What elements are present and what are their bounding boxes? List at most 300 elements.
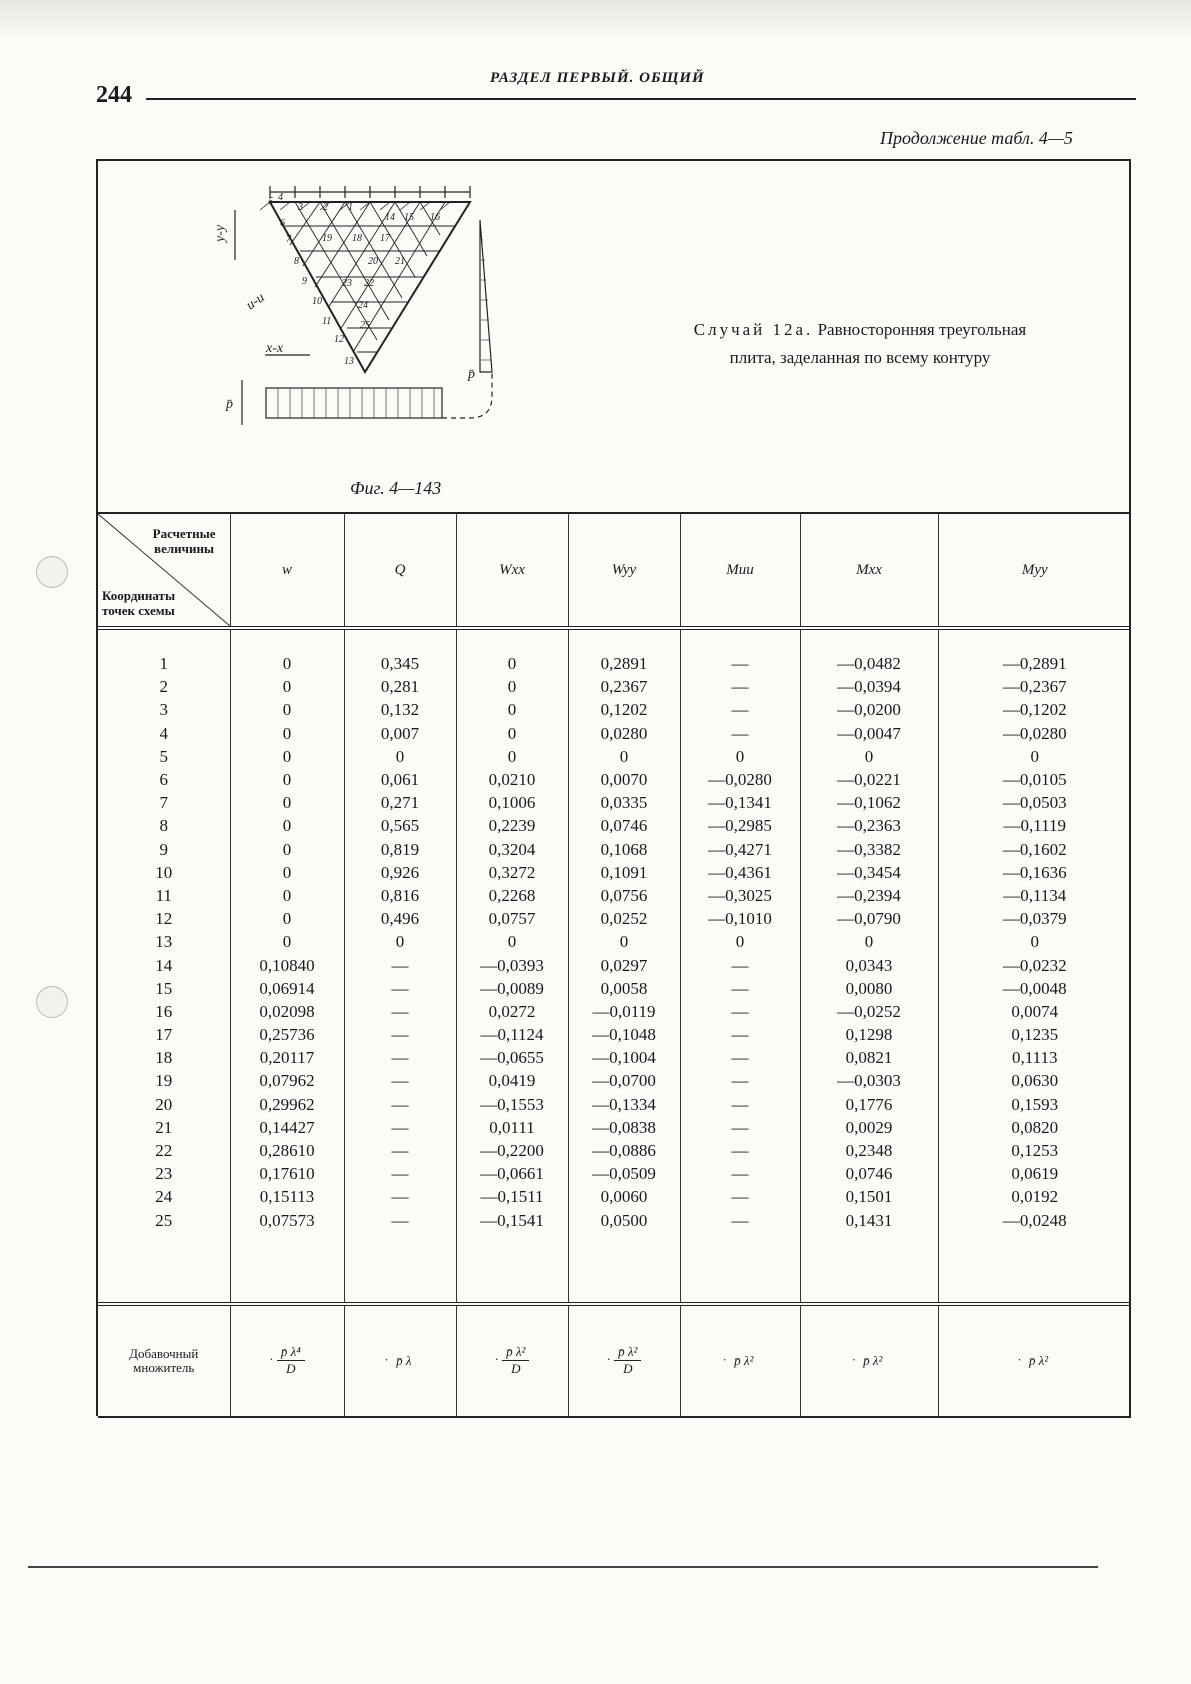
value-cell: 0 xyxy=(568,745,680,768)
value-cell: 0,02098 xyxy=(230,1000,344,1023)
multiplier-dot: · xyxy=(269,1351,277,1367)
point-number-cell: 18 xyxy=(155,1048,173,1068)
value-cell: — xyxy=(680,1139,800,1162)
grid-point-label: 21 xyxy=(395,256,405,267)
value-cell: 0,1091 xyxy=(568,861,680,884)
point-number-cell: 24 xyxy=(155,1187,173,1207)
value-cell: 0,0419 xyxy=(456,1069,568,1092)
value-cell: — xyxy=(680,698,800,721)
spacer-cell xyxy=(344,1232,456,1304)
value-cell: 0,2239 xyxy=(456,814,568,837)
value-cell: 0 xyxy=(230,791,344,814)
value-cell: 0,0272 xyxy=(456,1000,568,1023)
value-cell: —0,1048 xyxy=(568,1023,680,1046)
grid-point-label: 4 xyxy=(278,192,283,203)
multiplier-expression xyxy=(502,1344,529,1377)
grid-point-label: 20 xyxy=(368,256,378,267)
value-cell: —0,0252 xyxy=(800,1000,938,1023)
value-cell: 0 xyxy=(456,698,568,721)
grid-point-label: 11 xyxy=(322,316,332,327)
value-cell: 0 xyxy=(230,628,344,675)
value-cell: 0,10840 xyxy=(230,953,344,976)
value-cell: —0,1134 xyxy=(938,884,1131,907)
axis-xx-label: x-x xyxy=(266,341,284,356)
grid-point-label: 8 xyxy=(294,256,299,267)
value-cell: 0,2268 xyxy=(456,884,568,907)
multiplier-dot: · xyxy=(384,1352,393,1368)
point-number-cell: 25 xyxy=(155,1210,173,1230)
multiplier-muu xyxy=(680,1304,800,1417)
value-cell: 0,565 xyxy=(344,814,456,837)
table-spacer-row xyxy=(98,1232,1131,1304)
value-cell: —0,0303 xyxy=(800,1069,938,1092)
value-cell: 0 xyxy=(800,930,938,953)
multiplier-w xyxy=(230,1304,344,1417)
value-cell: — xyxy=(680,1023,800,1046)
point-number-cell: 19 xyxy=(155,1071,173,1091)
multiplier-dot: · xyxy=(494,1351,503,1367)
value-cell: 0,007 xyxy=(344,722,456,745)
value-cell: 0,2891 xyxy=(568,628,680,675)
value-cell: 0 xyxy=(456,745,568,768)
grid-point-label: 22 xyxy=(364,278,374,289)
value-cell: — xyxy=(680,1162,800,1185)
table-continuation-note: Продолжение табл. 4—5 xyxy=(880,128,1073,148)
value-cell: —0,0119 xyxy=(568,1000,680,1023)
table-row xyxy=(98,1000,1131,1023)
value-cell: —0,1010 xyxy=(680,907,800,930)
grid-point-label: 6 xyxy=(280,218,285,229)
column-header-mxx: Mxx xyxy=(800,513,938,628)
multiplier-expression xyxy=(730,1353,757,1369)
value-cell: 0,1202 xyxy=(568,698,680,721)
table-row xyxy=(98,1023,1131,1046)
value-cell: 0,0252 xyxy=(568,907,680,930)
value-cell: 0,1235 xyxy=(938,1023,1131,1046)
table-row xyxy=(98,1185,1131,1208)
point-number-cell: 13 xyxy=(155,932,173,952)
value-cell: — xyxy=(344,953,456,976)
value-cell: 0,816 xyxy=(344,884,456,907)
value-cell: — xyxy=(344,1116,456,1139)
value-cell: —0,4361 xyxy=(680,861,800,884)
value-cell: 0 xyxy=(680,745,800,768)
value-cell: 0,0335 xyxy=(568,791,680,814)
value-cell: — xyxy=(344,1185,456,1208)
point-number-cell: 6 xyxy=(159,770,168,790)
load-label-left: p̄ xyxy=(226,397,233,412)
value-cell: 0 xyxy=(230,768,344,791)
point-number-cell: 21 xyxy=(155,1117,173,1137)
value-cell: 0,1006 xyxy=(456,791,568,814)
value-cell: —0,1553 xyxy=(456,1093,568,1116)
grid-point-label: 24 xyxy=(358,300,368,311)
value-cell: 0,0820 xyxy=(938,1116,1131,1139)
value-cell: 0,0074 xyxy=(938,1000,1131,1023)
value-cell: 0,2367 xyxy=(568,675,680,698)
value-cell: 0,1113 xyxy=(938,1046,1131,1069)
value-cell: 0,06914 xyxy=(230,977,344,1000)
value-cell: —0,0509 xyxy=(568,1162,680,1185)
multiplier-denominator: D xyxy=(286,1361,296,1377)
point-number-cell: 7 xyxy=(159,793,168,813)
value-cell: 0,14427 xyxy=(230,1116,344,1139)
frame-top-border xyxy=(96,159,1130,161)
grid-point-label: 16 xyxy=(430,212,440,223)
value-cell: —0,0280 xyxy=(938,722,1131,745)
value-cell: 0,1776 xyxy=(800,1093,938,1116)
value-cell: 0,15113 xyxy=(230,1185,344,1208)
table-row xyxy=(98,1069,1131,1092)
case-label: Случай 12а. xyxy=(693,320,814,339)
value-cell: 0 xyxy=(680,930,800,953)
grid-point-label: 7 xyxy=(286,234,291,245)
table-row xyxy=(98,838,1131,861)
multiplier-denominator: D xyxy=(623,1361,633,1377)
value-cell: 0,0757 xyxy=(456,907,568,930)
corner-bottom-label: Координаты точек схемы xyxy=(102,588,176,618)
table-row xyxy=(98,977,1131,1000)
value-cell: 0 xyxy=(230,745,344,768)
spacer-cell xyxy=(568,1232,680,1304)
value-cell: 0 xyxy=(456,722,568,745)
point-number-cell: 10 xyxy=(155,862,173,882)
value-cell: —0,0248 xyxy=(938,1209,1131,1232)
point-number-cell: 2 xyxy=(159,677,168,697)
page-number: 244 xyxy=(96,82,132,108)
value-cell: 0 xyxy=(938,745,1131,768)
table-row xyxy=(98,745,1131,768)
value-cell: — xyxy=(680,722,800,745)
running-head: РАЗДЕЛ ПЕРВЫЙ. ОБЩИЙ xyxy=(490,70,705,86)
value-cell: 0,28610 xyxy=(230,1139,344,1162)
value-cell: —0,2985 xyxy=(680,814,800,837)
table-row xyxy=(98,675,1131,698)
value-cell: —0,0838 xyxy=(568,1116,680,1139)
value-cell: —0,3454 xyxy=(800,861,938,884)
value-cell: —0,1541 xyxy=(456,1209,568,1232)
point-number-cell: 17 xyxy=(155,1025,173,1045)
value-cell: —0,0232 xyxy=(938,953,1131,976)
value-cell: 0 xyxy=(230,675,344,698)
value-cell: —0,1334 xyxy=(568,1093,680,1116)
multiplier-wyy xyxy=(568,1304,680,1417)
value-cell: — xyxy=(344,1000,456,1023)
value-cell: — xyxy=(680,1209,800,1232)
value-cell: 0 xyxy=(230,884,344,907)
grid-point-label: 5 xyxy=(268,196,273,207)
grid-point-label: 2 xyxy=(323,202,328,213)
value-cell: 0,496 xyxy=(344,907,456,930)
value-cell: 0,0619 xyxy=(938,1162,1131,1185)
grid-point-label: 9 xyxy=(302,276,307,287)
point-number-cell: 4 xyxy=(159,723,168,743)
value-cell: 0,0070 xyxy=(568,768,680,791)
value-cell: — xyxy=(344,1046,456,1069)
value-cell: — xyxy=(680,1046,800,1069)
table-row xyxy=(98,791,1131,814)
column-header-myy: Myy xyxy=(938,513,1131,628)
table-row xyxy=(98,1116,1131,1139)
grid-point-label: 23 xyxy=(342,278,352,289)
value-cell: —0,0379 xyxy=(938,907,1131,930)
value-cell: 0,1253 xyxy=(938,1139,1131,1162)
table-row xyxy=(98,884,1131,907)
value-cell: — xyxy=(680,628,800,675)
table-row xyxy=(98,907,1131,930)
value-cell: —0,1124 xyxy=(456,1023,568,1046)
column-header-wxx: Wxx xyxy=(456,513,568,628)
multiplier-dot: · xyxy=(851,1352,860,1368)
multiplier-numerator: p̄ λ xyxy=(396,1353,412,1369)
coefficient-table xyxy=(98,512,1131,1418)
value-cell: 0,3272 xyxy=(456,861,568,884)
value-cell: 0,0746 xyxy=(800,1162,938,1185)
value-cell: —0,0221 xyxy=(800,768,938,791)
grid-point-label: 14 xyxy=(385,212,395,223)
value-cell: — xyxy=(680,1000,800,1023)
value-cell: —0,0700 xyxy=(568,1069,680,1092)
corner-header-cell xyxy=(98,513,230,628)
multiplier-numerator: p̄ λ² xyxy=(734,1353,754,1369)
binder-hole xyxy=(36,556,68,588)
multiplier-myy xyxy=(938,1304,1131,1417)
table-body xyxy=(98,628,1131,1304)
multiplier-numerator: p̄ λ⁴ xyxy=(277,1344,305,1361)
multiplier-expression xyxy=(859,1353,886,1369)
value-cell: 0,2348 xyxy=(800,1139,938,1162)
point-number-cell: 11 xyxy=(155,885,172,905)
table-row xyxy=(98,1093,1131,1116)
value-cell: —0,0048 xyxy=(938,977,1131,1000)
value-cell: 0,132 xyxy=(344,698,456,721)
spacer-cell xyxy=(680,1232,800,1304)
table-row xyxy=(98,814,1131,837)
table-row xyxy=(98,930,1131,953)
point-number-cell: 16 xyxy=(155,1001,173,1021)
grid-point-label: 15 xyxy=(404,212,414,223)
load-label-right: p̄ xyxy=(468,367,475,382)
value-cell: —0,0047 xyxy=(800,722,938,745)
table-row xyxy=(98,1209,1131,1232)
value-cell: 0,0630 xyxy=(938,1069,1131,1092)
scan-shading xyxy=(0,0,1191,40)
value-cell: — xyxy=(344,1023,456,1046)
multiplier-dot: · xyxy=(606,1351,615,1367)
spacer-cell xyxy=(98,1232,230,1304)
corner-top-label: Расчетные величины xyxy=(152,526,216,556)
table-row xyxy=(98,953,1131,976)
point-number-cell: 20 xyxy=(155,1094,173,1114)
value-cell: 0,29962 xyxy=(230,1093,344,1116)
table-row xyxy=(98,1046,1131,1069)
table-row xyxy=(98,861,1131,884)
case-title-line1: Равносторонняя треугольная xyxy=(817,320,1027,339)
multiplier-q xyxy=(344,1304,456,1417)
value-cell: 0,1431 xyxy=(800,1209,938,1232)
value-cell: 0 xyxy=(230,698,344,721)
value-cell: —0,0790 xyxy=(800,907,938,930)
value-cell: 0,0500 xyxy=(568,1209,680,1232)
value-cell: —0,0482 xyxy=(800,628,938,675)
multiplier-row xyxy=(98,1304,1131,1417)
point-number-cell: 23 xyxy=(155,1164,173,1184)
point-number-cell: 22 xyxy=(155,1141,173,1161)
value-cell: 0,0821 xyxy=(800,1046,938,1069)
value-cell: — xyxy=(344,1209,456,1232)
value-cell: —0,2367 xyxy=(938,675,1131,698)
value-cell: 0,0280 xyxy=(568,722,680,745)
value-cell: —0,1602 xyxy=(938,838,1131,861)
value-cell: —0,3025 xyxy=(680,884,800,907)
header-rule xyxy=(146,98,1136,100)
value-cell: —0,3382 xyxy=(800,838,938,861)
axis-yy-label: y-y xyxy=(213,224,228,242)
multiplier-expression xyxy=(277,1344,305,1377)
value-cell: 0,0080 xyxy=(800,977,938,1000)
table-row xyxy=(98,1139,1131,1162)
value-cell: —0,2363 xyxy=(800,814,938,837)
value-cell: — xyxy=(344,1162,456,1185)
value-cell: —0,1119 xyxy=(938,814,1131,837)
value-cell: 0,07573 xyxy=(230,1209,344,1232)
value-cell: 0,1501 xyxy=(800,1185,938,1208)
triangular-plate-figure xyxy=(213,180,530,450)
multiplier-numerator: p̄ λ² xyxy=(502,1344,529,1361)
value-cell: — xyxy=(344,1093,456,1116)
value-cell: 0,061 xyxy=(344,768,456,791)
point-number-cell: 9 xyxy=(159,839,168,859)
grid-point-label: 1 xyxy=(348,202,353,213)
value-cell: — xyxy=(344,1069,456,1092)
value-cell: 0 xyxy=(456,675,568,698)
value-cell: —0,4271 xyxy=(680,838,800,861)
spacer-cell xyxy=(938,1232,1131,1304)
value-cell: —0,0655 xyxy=(456,1046,568,1069)
value-cell: —0,1004 xyxy=(568,1046,680,1069)
value-cell: 0,1068 xyxy=(568,838,680,861)
multiplier-expression xyxy=(614,1344,641,1377)
value-cell: 0 xyxy=(230,722,344,745)
multiplier-label: Добавочный множитель xyxy=(98,1304,230,1417)
value-cell: 0,0192 xyxy=(938,1185,1131,1208)
value-cell: —0,0105 xyxy=(938,768,1131,791)
multiplier-denominator: D xyxy=(511,1361,521,1377)
value-cell: 0 xyxy=(456,628,568,675)
case-title-line2: плита, заделанная по всему контуру xyxy=(729,348,991,367)
value-cell: 0 xyxy=(230,907,344,930)
value-cell: 0 xyxy=(456,930,568,953)
point-number-cell: 3 xyxy=(159,700,168,720)
value-cell: 0,0111 xyxy=(456,1116,568,1139)
value-cell: —0,2891 xyxy=(938,628,1131,675)
value-cell: 0,0756 xyxy=(568,884,680,907)
column-header-q: Q xyxy=(344,513,456,628)
value-cell: 0 xyxy=(938,930,1131,953)
value-cell: —0,0393 xyxy=(456,953,568,976)
value-cell: —0,2200 xyxy=(456,1139,568,1162)
value-cell: —0,0661 xyxy=(456,1162,568,1185)
value-cell: 0,0058 xyxy=(568,977,680,1000)
table-row xyxy=(98,698,1131,721)
column-header-wyy: Wyy xyxy=(568,513,680,628)
point-number-cell: 12 xyxy=(155,909,173,929)
value-cell: 0,819 xyxy=(344,838,456,861)
value-cell: 0,07962 xyxy=(230,1069,344,1092)
value-cell: 0,271 xyxy=(344,791,456,814)
multiplier-numerator: p̄ λ² xyxy=(863,1353,883,1369)
value-cell: — xyxy=(680,675,800,698)
value-cell: —0,2394 xyxy=(800,884,938,907)
table-row xyxy=(98,768,1131,791)
bottom-rule xyxy=(28,1566,1098,1568)
grid-point-label: 12 xyxy=(334,334,344,345)
value-cell: — xyxy=(680,1116,800,1139)
value-cell: —0,0280 xyxy=(680,768,800,791)
column-header-muu: Muu xyxy=(680,513,800,628)
value-cell: — xyxy=(344,1139,456,1162)
value-cell: — xyxy=(680,953,800,976)
table-row xyxy=(98,628,1131,675)
table-row xyxy=(98,722,1131,745)
value-cell: 0,0060 xyxy=(568,1185,680,1208)
point-number-cell: 8 xyxy=(159,816,168,836)
multiplier-mxx xyxy=(800,1304,938,1417)
value-cell: 0,0210 xyxy=(456,768,568,791)
value-cell: —0,0503 xyxy=(938,791,1131,814)
value-cell: 0,926 xyxy=(344,861,456,884)
value-cell: 0,3204 xyxy=(456,838,568,861)
grid-point-label: 25 xyxy=(360,320,370,331)
value-cell: — xyxy=(680,1069,800,1092)
value-cell: —0,0394 xyxy=(800,675,938,698)
value-cell: 0 xyxy=(344,745,456,768)
point-number-cell: 5 xyxy=(159,746,168,766)
value-cell: 0 xyxy=(568,930,680,953)
value-cell: 0,0343 xyxy=(800,953,938,976)
value-cell: 0,0029 xyxy=(800,1116,938,1139)
value-cell: 0 xyxy=(230,814,344,837)
value-cell: —0,1202 xyxy=(938,698,1131,721)
value-cell: 0 xyxy=(800,745,938,768)
grid-point-label: 3 xyxy=(298,202,303,213)
value-cell: —0,1511 xyxy=(456,1185,568,1208)
grid-point-label: 13 xyxy=(344,356,354,367)
value-cell: —0,1341 xyxy=(680,791,800,814)
point-number-cell: 14 xyxy=(155,955,173,975)
table-row xyxy=(98,1162,1131,1185)
value-cell: 0,345 xyxy=(344,628,456,675)
value-cell: —0,0886 xyxy=(568,1139,680,1162)
grid-point-label: 10 xyxy=(312,296,322,307)
multiplier-dot: · xyxy=(722,1352,731,1368)
value-cell: —0,0089 xyxy=(456,977,568,1000)
grid-point-label: 17 xyxy=(380,233,390,244)
value-cell: 0 xyxy=(344,930,456,953)
multiplier-dot: · xyxy=(1017,1352,1025,1368)
binder-hole xyxy=(36,986,68,1018)
axis-uu-label: u-u xyxy=(243,290,268,314)
multiplier-numerator: p̄ λ² xyxy=(614,1344,641,1361)
point-number-cell: 1 xyxy=(159,654,168,674)
spacer-cell xyxy=(230,1232,344,1304)
point-number-cell: 15 xyxy=(155,978,173,998)
value-cell: — xyxy=(680,1185,800,1208)
grid-point-label: 18 xyxy=(352,233,362,244)
figure-caption: Фиг. 4—143 xyxy=(350,478,442,498)
multiplier-numerator: p̄ λ² xyxy=(1028,1353,1049,1369)
value-cell: 0,25736 xyxy=(230,1023,344,1046)
